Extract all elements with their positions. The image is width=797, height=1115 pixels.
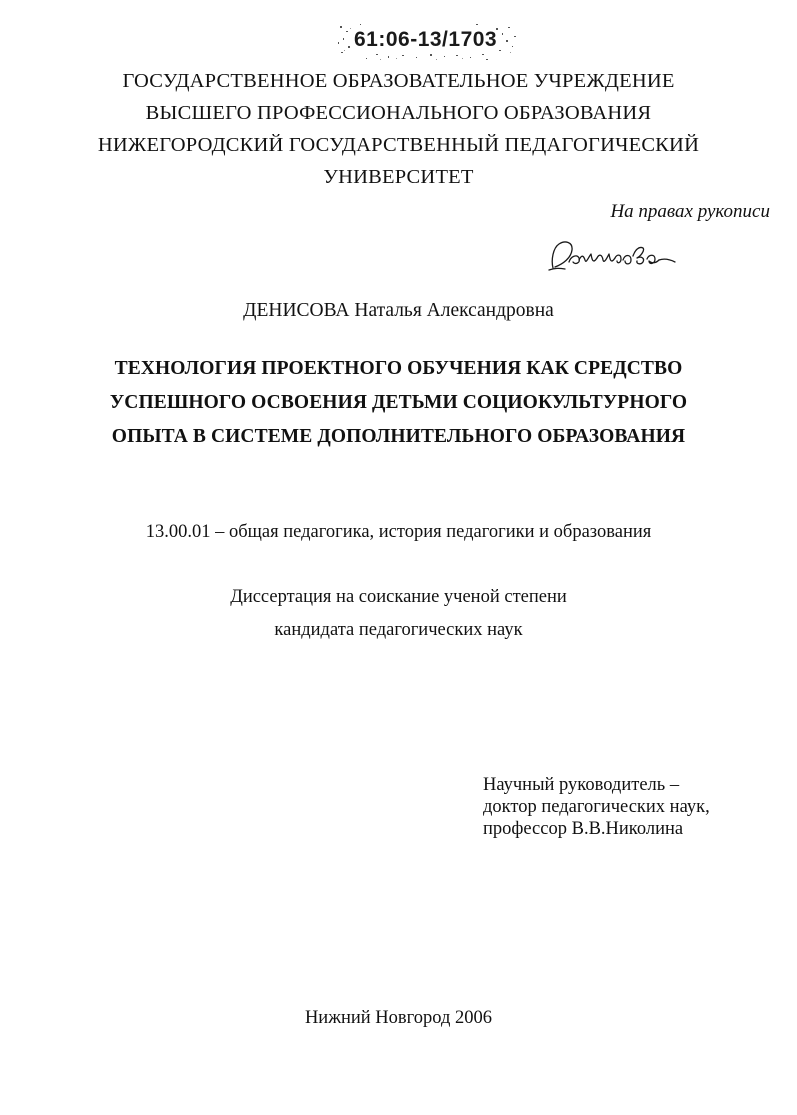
- organization-line-1: ГОСУДАРСТВЕННОЕ ОБРАЗОВАТЕЛЬНОЕ УЧРЕЖДЕНИЕ: [122, 70, 675, 92]
- author-signature: [545, 234, 695, 282]
- archive-number: 61:06-13/1703: [354, 28, 498, 51]
- advisor-line-1: Научный руководитель –: [483, 775, 680, 795]
- manuscript-rights-note: На правах рукописи: [610, 201, 770, 222]
- organization-line-2: ВЫСШЕГО ПРОФЕССИОНАЛЬНОГО ОБРАЗОВАНИЯ: [145, 102, 652, 124]
- organization-line-3: НИЖЕГОРОДСКИЙ ГОСУДАРСТВЕННЫЙ ПЕДАГОГИЧЕСКИЙ: [97, 134, 700, 156]
- advisor-line-3: профессор В.В.Николина: [483, 819, 684, 839]
- title-line-3: ОПЫТА В СИСТЕМЕ ДОПОЛНИТЕЛЬНОГО ОБРАЗОВАНИЯ: [111, 426, 686, 447]
- title-line-2: УСПЕШНОГО ОСВОЕНИЯ ДЕТЬМИ СОЦИОКУЛЬТУРНОГО: [109, 392, 688, 413]
- degree-line-1: Диссертация на соискание ученой степени: [230, 587, 567, 607]
- organization-line-4: УНИВЕРСИТЕТ: [323, 166, 474, 188]
- degree-line-2: кандидата педагогических наук: [274, 620, 523, 640]
- advisor-line-2: доктор педагогических наук,: [483, 797, 710, 817]
- place-and-year: Нижний Новгород 2006: [304, 1008, 493, 1028]
- title-line-1: ТЕХНОЛОГИЯ ПРОЕКТНОГО ОБУЧЕНИЯ КАК СРЕДСТВО: [114, 358, 683, 379]
- archive-stamp: [336, 22, 520, 62]
- author-name: ДЕНИСОВА Наталья Александровна: [243, 300, 554, 321]
- specialty-code: 13.00.01 – общая педагогика, история педагогики и образования: [145, 522, 652, 542]
